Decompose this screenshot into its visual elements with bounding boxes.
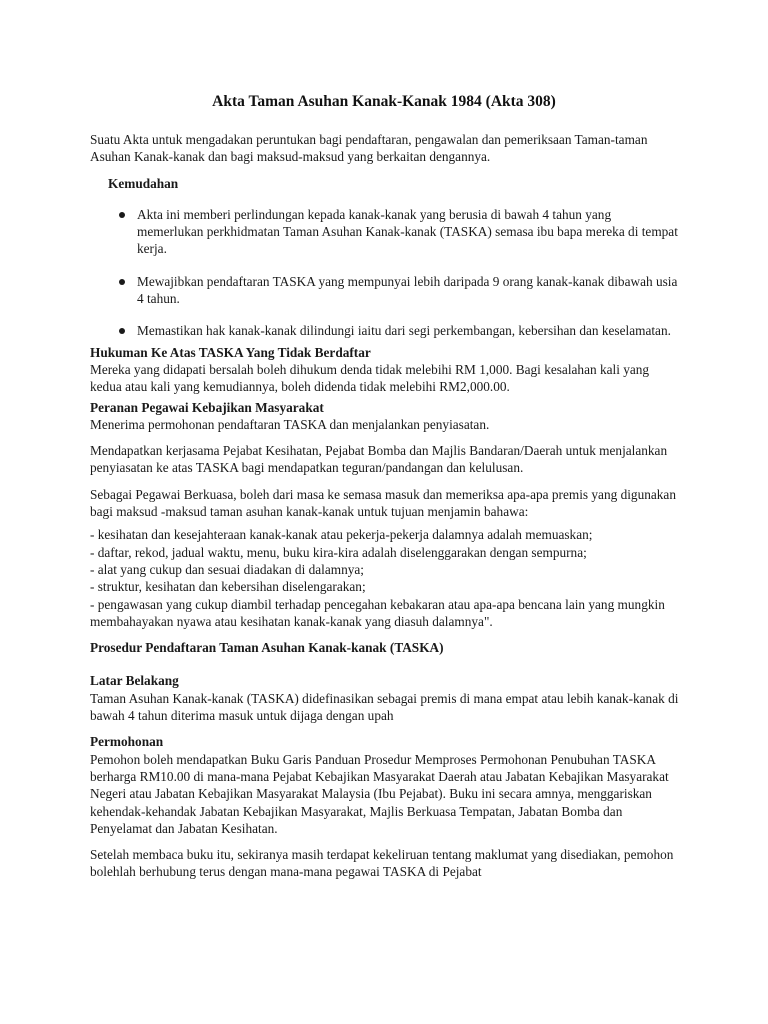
peranan-item-5: - pengawasan yang cukup diambil terhadap pencegahan kebakaran atau apa-apa bencana lain yang mungkin membahayakan nyawa atau kesihatan kanak-kanak yang diasuh dalamnya". <box>90 596 665 629</box>
latar-text: Taman Asuhan Kanak-kanak (TASKA) didefinasikan sebagai premis di mana empat atau lebih kanak-kanak di bawah 4 tahun diterima masuk untuk dijaga dengan upah <box>90 690 679 724</box>
peranan-paragraph-3: Sebagai Pegawai Berkuasa, boleh dari masa ke semasa masuk dan memeriksa apa-apa premis yang digunakan bagi maksud -maksud taman asuhan kanak-kanak untuk tujuan menjamin bahawa: <box>90 486 676 520</box>
document-body <box>90 131 680 881</box>
permohonan-paragraph-2: Setelah membaca buku itu, sekiranya masih terdapat kekeliruan tentang maklumat yang disediakan, pemohon bolehlah berhubung terus dengan mana-mana pegawai TASKA di Pejabat <box>90 847 674 880</box>
peranan-dash-list <box>90 526 680 630</box>
peranan-heading: Peranan Pegawai Kebajikan Masyarakat <box>90 399 324 415</box>
peranan-item-1: - kesihatan dan kesejahteraan kanak-kanak atau pekerja-pekerja dalamnya adalah memuaskan; <box>90 527 593 543</box>
hukuman-heading: Hukuman Ke Atas TASKA Yang Tidak Berdaftar <box>90 344 371 360</box>
peranan-paragraph-2: Mendapatkan kerjasama Pejabat Kesihatan, Pejabat Bomba dan Majlis Bandaran/Daerah untuk menjalankan penyiasatan ke atas TASKA bagi mendapatkan teguran/pandangan dan kelulusan. <box>90 443 668 476</box>
peranan-item-3: - alat yang cukup dan sesuai diadakan di dalamnya; <box>90 561 364 577</box>
kemudahan-heading: Kemudahan <box>108 175 179 191</box>
peranan-item-2: - daftar, rekod, jadual waktu, menu, buku kira-kira adalah diselenggarakan dengan sempurna; <box>90 544 587 560</box>
prosedur-heading: Prosedur Pendaftaran Taman Asuhan Kanak-kanak (TASKA) <box>90 640 444 656</box>
intro-paragraph: Suatu Akta untuk mengadakan peruntukan bagi pendaftaran, pengawalan dan pemeriksaan Taman-taman Asuhan Kanak-kanak dan bagi maksud-maksud yang berkaitan dengannya. <box>90 132 648 165</box>
permohonan-paragraph-1: Pemohon boleh mendapatkan Buku Garis Panduan Prosedur Memproses Permohonan Penubuhan TASKA berharga RM10.00 di mana-mana Pejabat Kebajikan Masyarakat Daerah atau Jabatan Kebajikan Masyarakat Negeri atau Jabatan Kebajikan Masyarakat Malaysia (Ibu Pejabat). Buku ini secara amnya, menggariskan kehendak-kehandak Jabatan Kebajikan Masyarakat, Majlis Berkuasa Tempatan, Jabatan Bomba dan Penyelamat dan Jabatan Kesihatan. <box>90 751 669 836</box>
kemudahan-list <box>90 206 680 340</box>
document-title: Akta Taman Asuhan Kanak-Kanak 1984 (Akta 308) <box>212 93 556 110</box>
kemudahan-bullet-1: Akta ini memberi perlindungan kepada kanak-kanak yang berusia di bawah 4 tahun yang memerlukan perkhidmatan Taman Asuhan Kanak-kanak (TASKA) semasa ibu bapa mereka di tempat kerja. <box>137 206 680 258</box>
kemudahan-bullet-2: Mewajibkan pendaftaran TASKA yang mempunyai lebih daripada 9 orang kanak-kanak dibawah usia 4 tahun. <box>137 273 680 308</box>
permohonan-heading: Permohonan <box>90 734 164 750</box>
peranan-paragraph-1: Menerima permohonan pendaftaran TASKA dan menjalankan penyiasatan. <box>90 416 490 432</box>
peranan-item-4: - struktur, kesihatan dan kebersihan diselengarakan; <box>90 579 366 595</box>
latar-heading: Latar Belakang <box>90 673 179 689</box>
kemudahan-bullet-3: Memastikan hak kanak-kanak dilindungi iaitu dari segi perkembangan, kebersihan dan keselamatan. <box>137 322 680 339</box>
hukuman-text: Mereka yang didapati bersalah boleh dihukum denda tidak melebihi RM 1,000. Bagi kesalahan kali yang kedua atau kali yang kemudiannya, boleh didenda tidak melebihi RM2,000.00. <box>90 361 650 395</box>
